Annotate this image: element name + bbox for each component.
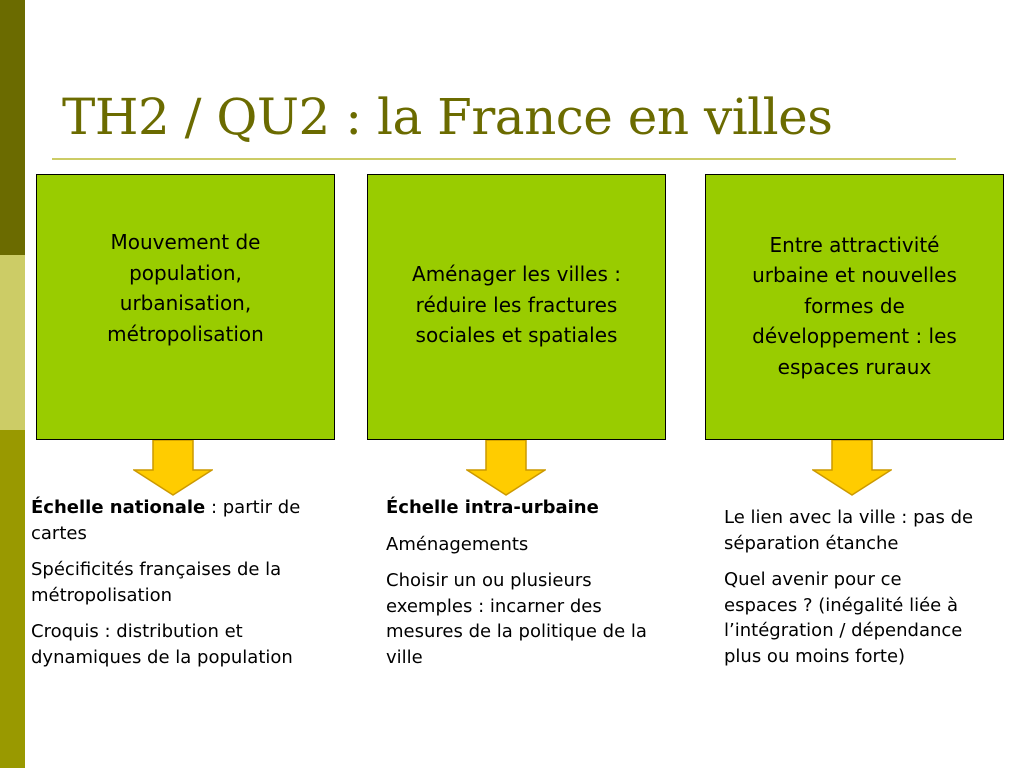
left-decorative-bar <box>0 0 25 768</box>
left-bar-segment-dark <box>0 0 25 255</box>
theme-box-1-text: Mouvement de population, urbanisation, métropolisation <box>107 230 264 346</box>
theme-box-2-text: Aménager les villes : réduire les fractures sociales et spatiales <box>412 262 621 348</box>
down-arrow-icon <box>466 440 546 496</box>
detail-paragraph: Quel avenir pour ce espaces ? (inégalité liée à l’intégration / dépendance plus ou moins forte) <box>724 569 963 667</box>
theme-box-1 <box>36 174 335 440</box>
detail-column-2 <box>386 495 666 681</box>
left-bar-segment-light <box>0 255 25 430</box>
detail-column-3 <box>724 505 974 680</box>
down-arrow-icon <box>812 440 892 496</box>
slide-title: TH2 / QU2 : la France en villes <box>62 88 833 146</box>
detail-paragraph: Spécificités françaises de la métropolisation <box>31 559 282 606</box>
detail-paragraph: Choisir un ou plusieurs exemples : incarner des mesures de la politique de la ville <box>386 570 647 668</box>
theme-box-2 <box>367 174 666 440</box>
left-bar-segment-mid <box>0 430 25 768</box>
scale-heading: Échelle intra-urbaine <box>386 497 599 518</box>
down-arrow-icon <box>133 440 213 496</box>
theme-box-3-text: Entre attractivité urbaine et nouvelles formes de développement : les espaces ruraux <box>752 232 957 379</box>
detail-paragraph: Aménagements <box>386 533 529 555</box>
paragraph-text: : partir de cartes <box>31 497 301 544</box>
detail-paragraph <box>31 495 343 546</box>
detail-column-1 <box>31 495 343 681</box>
detail-paragraph: Croquis : distribution et dynamiques de la population <box>31 621 293 668</box>
theme-box-3 <box>705 174 1004 440</box>
title-underline <box>52 158 956 160</box>
detail-paragraph: Le lien avec la ville : pas de séparation étanche <box>724 507 974 554</box>
scale-heading: Échelle nationale <box>31 497 206 518</box>
detail-paragraph <box>386 495 666 521</box>
